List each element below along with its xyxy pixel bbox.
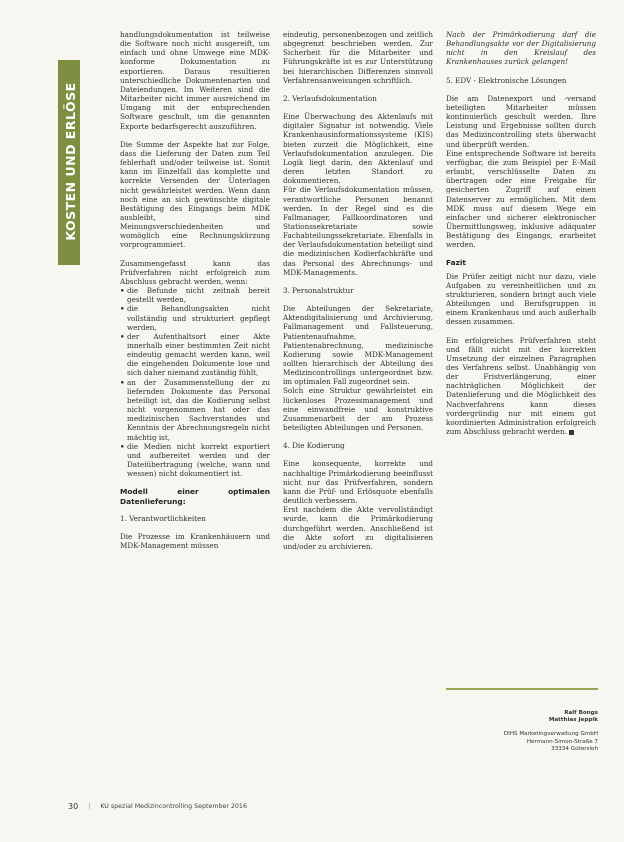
paragraph: Die am Datenexport und -versand beteiligten Mitarbeiter müssen kontinuierlich geschult werden. Ihre Leistung und Ergebnisse sollten durch das Medizincontrolling stets überwacht und überprüft werden. (446, 93, 596, 149)
paragraph: Die Prüfer zeitigt nicht nur dazu, viele Aufgaben zu vereinheitlichen und zu strukturieren, sondern bringt auch viele Abteilungen und Berufsgruppen in einem Krankenhaus und auch außerhalb dessen zusammen. (446, 271, 596, 327)
paragraph: handlungsdokumentation ist teilweise die Software noch nicht ausgereift, um einfach und ohne Umwege eine MDK-konforme Dokumentation zu exportieren. Daraus resultieren unterschiedliche Dokumentenarten und Dateiendungen. Im Weiteren sind die Mitarbeiter nicht immer ausreichend im Umgang mit der entsprechenden Software geschult, um die genannten Exporte bedarfsgerecht auszuführen. (120, 30, 270, 131)
subsection-heading: 3. Personalstruktur (283, 285, 354, 295)
paragraph: Erst nachdem die Akte vervollständigt wurde, kann die Primärkodierung durchgeführt werden. Anschließend ist die Akte sofort zu digitalisieren und/oder zu archivieren. (283, 505, 433, 551)
paragraph: Die Summe der Aspekte hat zur Folge, dass die Lieferung der Daten zum Teil fehlerhaft und/oder teilweise ist. Somit kann im Einzelfall das komplette und korrekte Versenden der Unterlagen nicht gewährleistet werden. Wenn dann noch eine an sich gewünschte digitale Bestätigung des Eingangs beim MDK ausbleibt, sind Meinungsverschiedenheiten und womöglich eine Rechnungskürzung vorprogrammiert. (120, 139, 270, 250)
paragraph: Eine konsequente, korrekte und nachhaltige Primärkodierung beeinflusst nicht nur das Prüfverfahren, sondern kann die Prüf- und Erlösquote ebenfalls deutlich verbessern. (283, 459, 433, 506)
list-item: • an der Zusammenstellung der zu liefernden Dokumente das Personal beteiligt ist, das die Kodierung selbst nicht vorgenommen hat oder das medizinischen Sachverstandes und Kenntnis der Abrechnungsregeln nicht mächtig ist, (120, 378, 270, 442)
text-column-1 (120, 30, 270, 559)
section-heading: Modell einer optimalen Datenlieferung: (120, 487, 270, 506)
author-name: Ralf Bongs (564, 710, 598, 716)
list-item: • die Medien nicht korrekt exportiert und aufbereitet werden und der Dateiübertragung (welche, wann und wessen) nicht dokumentiert ist. (120, 442, 270, 479)
sidebar-section-label: KOSTEN UND ERLÖSE (63, 82, 78, 241)
paragraph: Nach der Primärkodierung darf die Behandlungsakte vor der Digitalisierung nicht in den Kreislauf des Krankenhauses zurück gelangen! (446, 30, 596, 67)
author-company: DIHS Marketingverwaltung GmbH (503, 731, 598, 738)
paragraph: Die Prozesse im Krankenhäusern und MDK-Management müssen (120, 531, 270, 550)
author-street: Hermann-Simon-Straße 7 (526, 738, 598, 745)
subsection-heading: 5. EDV - Elektronische Lösungen (446, 75, 567, 85)
footer-separator: | (88, 803, 91, 810)
subsection-heading: 1. Verantwortlichkeiten (120, 513, 206, 523)
paragraph: Zusammengefasst kann das Prüfverfahren nicht erfolgreich zum Abschluss gebracht werden, wenn: (120, 258, 270, 286)
list-item: • die Behandlungsakten nicht vollständig und strukturiert gepflegt werden, (120, 304, 270, 331)
section-heading: Fazit (446, 258, 466, 268)
subsection-heading: 2. Verlaufsdokumentation (283, 93, 377, 103)
divider (446, 688, 598, 690)
author-block (446, 710, 598, 753)
author-name: Matthias Jeppik (548, 717, 598, 724)
bullet-list (120, 286, 270, 478)
paragraph: Für die Verlaufsdokumentation müssen, verantwortliche Personen benannt werden. In der Regel sind es die Fallmanager, Fallkoordinatoren und Stationssekretariate sowie Fachabteilungssekretariate. Ebenfalls in der Verlaufsdokumentation beteiligt sind die medizinischen Kodierfachkräfte und das Personal des Abrechnungs- und MDK-Managements. (283, 185, 433, 277)
list-item: • die Befunde nicht zeitnah bereit gestellt werden, (120, 286, 270, 304)
paragraph: Eine entsprechende Software ist bereits verfügbar, die zum Beispiel per E-Mail erlaubt, verschlüsselte Daten zu übertragen oder eine Freigabe für gesicherten Zugriff auf einen Datenserver zu ermöglichen. Mit dem MDK muss auf diesem Wege ein einfacher und sicherer elektronischer Übermittlungsweg, inklusive adäquater Bestätigung des Eingangs, erarbeitet werden. (446, 148, 596, 250)
list-item: • der Aufenthaltsort einer Akte innerhalb einer bestimmten Zeit nicht eindeutig gemacht werden kann, weil die eingehenden Dokumente lose und sich daher niemand zuständig fühlt, (120, 332, 270, 378)
paragraph-text: Ein erfolgreiches Prüfverfahren steht und fällt nicht mit der korrekten Umsetzung der einzelnen Paragraphen des Verfahrens selbst. Unabhängig von der Fristverlängerung, einer nachträglichen Möglichkeit der Datenlieferung und die Möglichkeit des Nachverfahrens kann dieses vordergründig nur mit einem gut koordinierten Administration erfolgreich zum Abschluss gebracht werden. (446, 335, 596, 437)
journal-title: KU spezial Medizincontrolling September 2016 (100, 803, 247, 810)
text-column-2 (283, 30, 433, 560)
end-mark-icon (569, 430, 574, 435)
page-number: 30 (68, 802, 79, 811)
paragraph: Eine Überwachung des Aktenlaufs mit digitaler Signatur ist notwendig. Viele Krankenhausinformationssysteme (KIS) bieten zurzeit die Möglichkeit, eine Verlaufsdokumentation anzulegen. Die Logik liegt darin, den Aktenlauf und deren letzten Standort zu dokumentieren. (283, 112, 433, 186)
paragraph: Die Abteilungen der Sekretariate, Aktendigitalisierung und Archivierung, Fallmanagement und Fallsteuerung, Patientenaufnahme, Patientenabrechnung, medizinische Kodierung sowie MDK-Management sollten hierarchisch der Abteilung des Medizincontrollings untergeordnet bzw. im optimalen Fall zugeordnet sein. (283, 304, 433, 387)
paragraph: eindeutig, personenbezogen und zeitlich abgegrenzt beschrieben werden. Zur Sicherheit für die Mitarbeiter und Führungskräfte ist es zur Unterstützung bei hierarchischen Differenzen sinnvoll Verfahrensanweisungen schriftlich. (283, 30, 433, 85)
page-footer (68, 802, 508, 811)
author-city: 33334 Gütersloh (551, 745, 598, 752)
text-column-3 (446, 30, 596, 445)
paragraph (446, 336, 596, 437)
paragraph: Solch eine Struktur gewährleistet ein lückenloses Prozessmanagement und eine einwandfreie und konstruktive Zusammenarbeit der am Prozess beteiligten Abteilungen und Personen. (283, 386, 433, 433)
subsection-heading: 4. Die Kodierung (283, 441, 345, 451)
